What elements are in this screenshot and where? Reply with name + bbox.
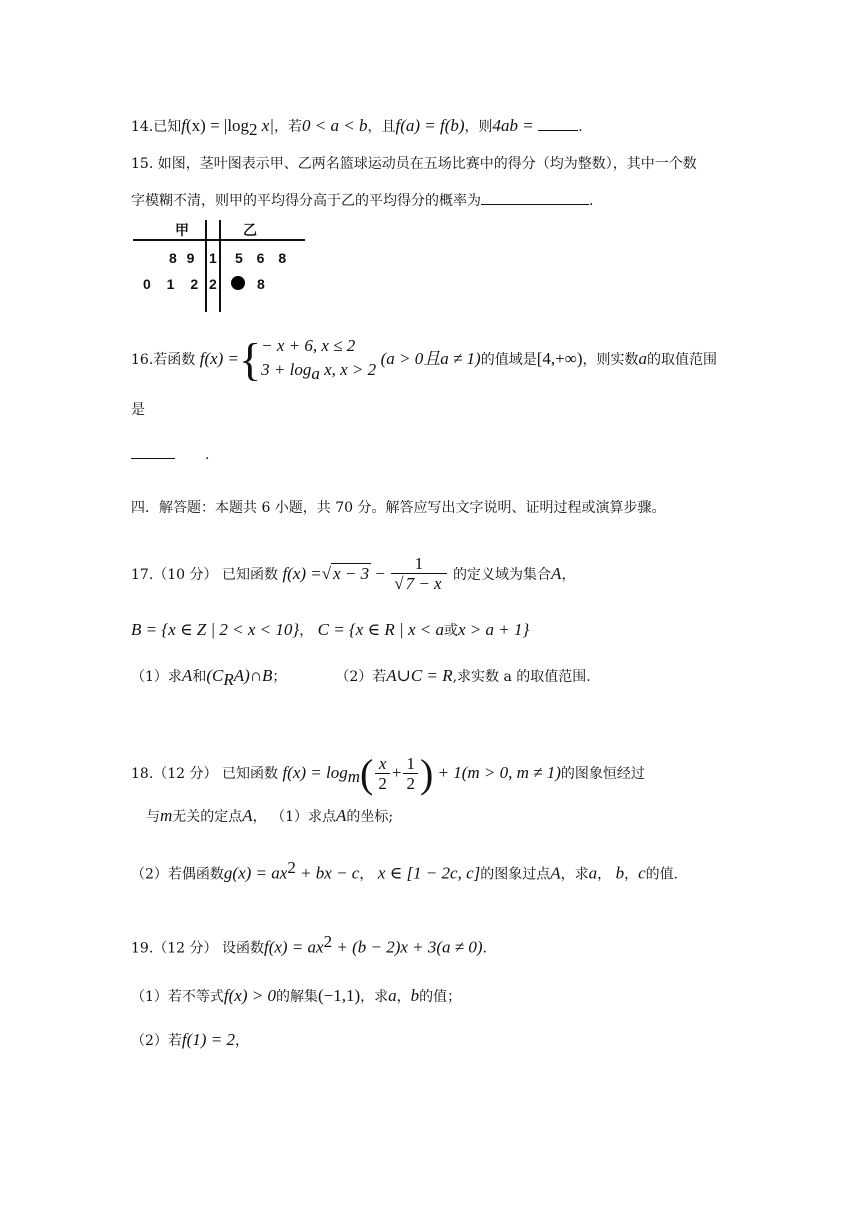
q14-end: . <box>578 119 583 135</box>
q18-plus: + <box>391 763 402 782</box>
q17-part1-sub: R <box>223 669 234 689</box>
q15-answer-blank[interactable] <box>481 190 589 205</box>
q18-f-sub: m <box>347 766 361 786</box>
q17-setB: B = {x ∈ Z | 2 < x < 10} <box>131 620 300 639</box>
q16-mid2: ，则实数 <box>582 351 639 368</box>
q17-setA: A <box>551 564 562 583</box>
q19-part1-mid2: ，求 <box>360 989 389 1005</box>
q14-mid3: ，则 <box>464 119 493 135</box>
q17-part1-A: A <box>181 666 193 685</box>
q18-frac1-num: x <box>375 755 390 774</box>
q17-frac-den: 7 − x <box>405 574 442 593</box>
q19-part2-expr: f(1) = 2 <box>181 1030 235 1049</box>
question-15-line-1: 15. 如图，茎叶图表示甲、乙两名篮球运动员在五场比赛中的得分（均为整数），其中一个数 <box>131 156 697 172</box>
question-17: 17.（10 分） 已知函数 f(x) =√ x − 3 − $\frac{1}{√ 7 - x}$ 的定义域为集合A， <box>131 554 576 593</box>
q18-line2-b: 无关的定点 <box>172 809 243 825</box>
q14-target: 4ab = <box>492 116 534 135</box>
q19-part1-mid: 的解集 <box>275 989 318 1005</box>
q14-fdef-end: x| <box>257 116 275 135</box>
q18-vb: b <box>615 863 625 883</box>
q18-part2-label: （2）若偶函数 <box>131 866 224 883</box>
q19-end: . <box>482 940 487 957</box>
q19-part2-label: （2）若 <box>131 1033 182 1049</box>
q18-line2-a: 与 <box>146 809 160 825</box>
q18-frac2-den: 2 <box>406 773 415 793</box>
q17-part1-expr: (C <box>206 666 224 685</box>
q19-vb: b <box>410 986 420 1005</box>
question-19-part-1 <box>131 986 461 1007</box>
q17-prefix: 17.（10 分） 已知函数 <box>131 567 278 583</box>
stem-leaf-divider-left <box>205 220 207 312</box>
q14-cond1: 0 < a < b <box>302 116 368 135</box>
q18-g-tail: + bx − c <box>295 863 360 883</box>
q18-vc: c <box>638 863 646 883</box>
q18-domain: x ∈ [1 − 2c, c] <box>377 863 481 883</box>
question-18-part-2 <box>131 858 678 885</box>
q18-frac2-num: 1 <box>403 755 418 774</box>
question-17-sets <box>131 620 529 641</box>
stem-leaf-row2-left: 0 1 2 <box>143 276 199 292</box>
q15-end: . <box>589 193 594 209</box>
q19-prefix: 19.（12 分） 设函数 <box>131 940 264 957</box>
q14-answer-blank[interactable] <box>538 116 578 131</box>
q19-f-tail: + (b − 2)x + 3(a ≠ 0) <box>332 937 483 957</box>
section-4-heading: 四．解答题：本题共 6 小题，共 70 分。解答应写出文字说明、证明过程或演算步骤。 <box>131 500 666 516</box>
q18-part2-mid2: ，求 <box>560 866 589 883</box>
q18-prefix: 18.（12 分） 已知函数 <box>131 766 278 782</box>
q17-minus: − <box>371 564 390 583</box>
q17-setC-a: C = {x ∈ R | x < a <box>317 620 444 639</box>
q17-part2-label: （2）若 <box>335 669 387 685</box>
q16-case2-a: 3 + log <box>261 360 312 379</box>
q17-setC-or: 或 <box>443 623 458 639</box>
question-15-line-2 <box>131 190 593 211</box>
question-16 <box>131 334 717 386</box>
smudged-digit-blot <box>231 276 245 290</box>
q18-f-tail: + 1(m > 0, m ≠ 1) <box>433 763 561 782</box>
q16-piecewise <box>261 334 376 386</box>
q17-part1-label: （1）求 <box>131 669 182 685</box>
q19-part1-end: 的值； <box>419 989 462 1005</box>
stem-leaf-header-right: 乙 <box>243 222 257 238</box>
q19-part1-label: （1）若不等式 <box>131 989 224 1005</box>
q16-case1: − x + 6, x ≤ 2 <box>261 336 356 355</box>
q19-part2-end: ， <box>234 1033 249 1049</box>
q19-f-expr: f(x) = ax <box>263 937 324 957</box>
q18-part2-A: A <box>550 863 561 883</box>
q18-line2-c: ， （1）求点 <box>252 809 337 825</box>
q18-sep1: ， <box>597 866 612 883</box>
q16-left-brace: { <box>239 333 262 385</box>
stem-leaf-row2-stem: 2 <box>209 276 217 292</box>
question-18-line-2 <box>146 806 393 827</box>
q17-f-lhs: f(x) = <box>282 564 322 583</box>
stem-leaf-row1-right: 5 6 8 <box>235 250 287 266</box>
q17-part2-expr: A∪C = R <box>386 666 453 685</box>
question-18: 18.（12 分） 已知函数 $f(x) = \log_m$( $\frac{x}{2}$ + $\frac{1}{2}$ ) + 1(m > 0, m ≠ 1)的图象恒经过 <box>131 751 645 796</box>
q18-suffix: 的图象恒经过 <box>560 766 645 782</box>
q19-part1-set: (−1,1) <box>317 986 361 1005</box>
q14-fdef: (x) = |log <box>186 116 250 135</box>
q18-g-sup: 2 <box>287 858 296 877</box>
q16-prefix: 16.若函数 <box>131 351 196 368</box>
q14-fdef-sub: 2 <box>249 119 258 139</box>
q18-part2-mid: 的图象过点 <box>480 866 551 883</box>
q17-part1-expr2: A)∩B <box>233 666 273 685</box>
q18-line2-A2: A <box>336 806 347 825</box>
question-19 <box>131 932 487 959</box>
q18-va: a <box>588 863 598 883</box>
q17-frac-num: 1 <box>391 555 446 574</box>
q19-va: a <box>388 986 397 1005</box>
q17-suffix: 的定义域为集合 <box>453 567 552 583</box>
question-17-parts <box>131 666 591 690</box>
q17-comma: ， <box>561 567 576 583</box>
q16-condition: (a > 0且a ≠ 1) <box>380 348 481 368</box>
q17-comma2: ， <box>299 623 314 639</box>
stem-leaf-row1-left: 8 9 <box>169 250 195 266</box>
stem-leaf-plot <box>133 216 308 312</box>
question-19-part-2 <box>131 1030 249 1051</box>
q18-g-expr: g(x) = ax <box>223 863 288 883</box>
question-14 <box>131 116 583 140</box>
stem-leaf-header-left: 甲 <box>175 222 189 238</box>
q16-var: a <box>638 348 647 368</box>
q17-part1-end: ； <box>272 669 287 685</box>
q14-cond2: f(a) = f(b) <box>395 116 465 135</box>
q19-f-sup: 2 <box>323 932 333 951</box>
q19-sep: ， <box>396 989 411 1005</box>
q17-part2-end: ,求实数 a 的取值范围. <box>452 669 591 685</box>
q18-line2-d: 的坐标; <box>346 809 394 825</box>
q14-prefix: 14.已知 <box>131 119 182 135</box>
q16-end1: 的取值范围 <box>647 351 717 368</box>
q18-line2-m: m <box>160 806 173 825</box>
q16-case2-sub: a <box>311 363 320 383</box>
q17-fraction: $\frac{1}{√ 7 - x}$ <box>391 555 446 595</box>
stem-leaf-row2-right: 8 <box>257 276 265 292</box>
stem-leaf-row1-stem: 1 <box>209 250 217 266</box>
q16-end: . <box>205 447 210 463</box>
q16-range: [4,+∞) <box>536 348 583 368</box>
q14-mid2: ，且 <box>367 119 396 135</box>
q18-line2-A: A <box>242 806 253 825</box>
q18-comma: ， <box>359 866 374 883</box>
q18-frac1-den: 2 <box>378 773 387 793</box>
q18-part2-end: 的值. <box>645 866 679 883</box>
q16-answer-blank[interactable] <box>131 444 175 459</box>
stem-leaf-divider-right <box>219 220 221 312</box>
q16-mid: 的值域是 <box>480 351 537 368</box>
q18-sep2: ， <box>624 866 639 883</box>
q16-case2-b: x, x > 2 <box>319 360 377 379</box>
q17-setC-b: x > a + 1} <box>457 620 530 639</box>
question-16-line-3 <box>131 444 209 465</box>
question-16-line-2: 是 <box>131 402 145 418</box>
q16-fname: f(x) = <box>199 348 240 368</box>
q18-f-lhs: f(x) = log <box>282 763 348 782</box>
q15-line2-text: 字模糊不清，则甲的平均得分高于乙的平均得分的概率为 <box>131 193 481 209</box>
q17-sqrt1: x − 3 <box>333 564 370 583</box>
q17-part1-and: 和 <box>192 669 207 685</box>
q19-part1-ineq: f(x) > 0 <box>223 986 276 1005</box>
q14-mid1: ，若 <box>274 119 303 135</box>
q14-f: f <box>181 116 186 135</box>
